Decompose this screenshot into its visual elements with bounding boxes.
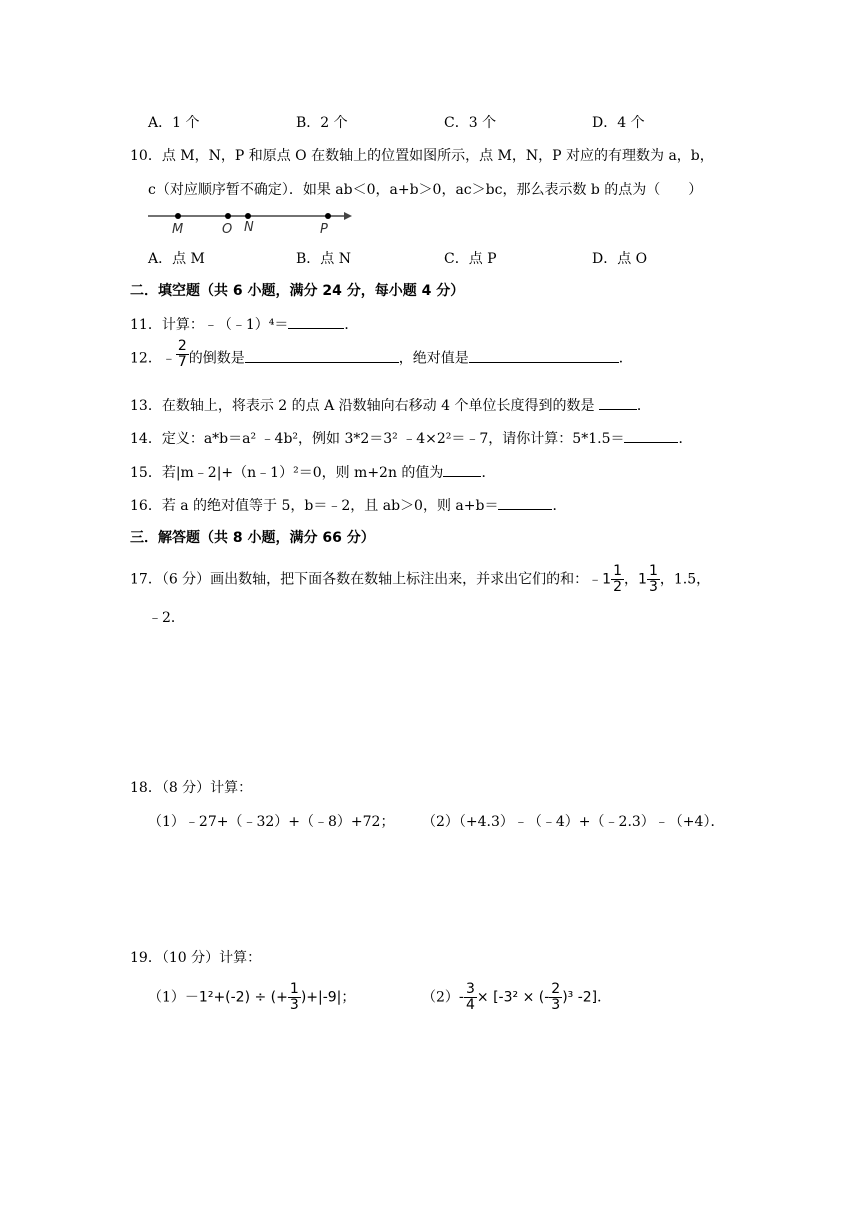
point-n <box>245 213 251 219</box>
q12-reciprocal-blank[interactable] <box>245 348 399 363</box>
arrow-head-icon <box>344 212 352 220</box>
q19-p1-den: 3 <box>289 997 299 1013</box>
q17-n2-num: 1 <box>648 563 658 579</box>
point-o <box>225 213 231 219</box>
q19-p1-label: （1） <box>148 989 185 1006</box>
q19-title: 19．（10 分）计算： <box>130 950 262 966</box>
q11-answer-blank[interactable] <box>288 314 344 329</box>
section3-title: 三．解答题（共 8 小题，满分 66 分） <box>130 530 375 546</box>
q10-option-c: C．点 P <box>444 251 497 267</box>
q11-end: ． <box>344 317 359 333</box>
q9-option-d: D．4 个 <box>592 115 645 131</box>
q15 <box>130 462 495 483</box>
section2-title: 二．填空题（共 6 小题，满分 24 分，每小题 4 分） <box>130 283 465 299</box>
q19-p1-expr-b: )+|-9|； <box>300 989 356 1006</box>
q10-option-a: A．点 M <box>148 251 205 267</box>
number-line-figure <box>148 204 353 236</box>
q12-fraction <box>176 339 189 370</box>
q13-answer-blank[interactable] <box>599 395 637 410</box>
point-p <box>325 213 331 219</box>
q17-n2-frac <box>647 564 660 595</box>
q17-number-2 <box>638 564 660 595</box>
q19-p2-num: 3 <box>465 981 475 997</box>
q19-p1-expr-a: －1²+(-2) ÷ (+ <box>184 989 288 1006</box>
q17-number-3: 1.5， <box>673 571 711 588</box>
q12-mid: 的倒数是 <box>188 350 245 367</box>
q15-text: 15．若|m﹣2|+（n﹣1）²＝0，则 m+2n 的值为 <box>130 465 444 481</box>
q10-options <box>148 248 748 268</box>
q12-frac-num: 2 <box>177 338 187 354</box>
q17-n1-den: 2 <box>613 579 623 595</box>
q19-p1-frac <box>288 982 301 1013</box>
label-p: P <box>320 222 328 236</box>
q19-p1-num: 1 <box>289 981 299 997</box>
q18-title: 18．（8 分）计算： <box>130 780 253 796</box>
q13-end: ． <box>636 398 651 414</box>
q19-part1 <box>148 982 355 1014</box>
q11 <box>130 314 358 335</box>
q14 <box>130 428 692 449</box>
q19-p2-sign: - <box>458 989 464 1006</box>
q14-answer-blank[interactable] <box>624 428 678 443</box>
q9-options <box>148 112 748 132</box>
q12-mid2: ，绝对值是 <box>398 350 469 367</box>
q17-n2-den: 3 <box>648 579 658 595</box>
q17-n1-frac <box>611 564 624 595</box>
q18-part1: （1）﹣27+（﹣32）+（﹣8）+72； <box>148 814 395 830</box>
q15-end: ． <box>481 465 496 481</box>
q12 <box>130 338 633 373</box>
q17-line2: ﹣2． <box>148 610 185 626</box>
q19-p2-num2: 2 <box>551 981 561 997</box>
q12-absolute-blank[interactable] <box>469 348 619 363</box>
q16-end: ． <box>552 498 567 514</box>
q19-p2-expr-a: × [-3² × (- <box>476 989 550 1006</box>
q9-option-c: C．3 个 <box>444 115 497 131</box>
q17-number-1 <box>588 564 624 595</box>
q13 <box>130 395 651 416</box>
q9-option-b: B．2 个 <box>296 115 348 131</box>
label-n: N <box>244 220 254 235</box>
q19-p2-frac2 <box>549 982 562 1013</box>
q10-option-d: D．点 O <box>592 251 648 267</box>
q12-prefix: 12．﹣ <box>130 350 176 367</box>
q19-p2-den2: 3 <box>551 997 561 1013</box>
q19-p2-expr-b: )³ -2]． <box>562 989 612 1006</box>
q17-n1-whole: ﹣1 <box>588 571 612 588</box>
q16-text: 16．若 a 的绝对值等于 5，b＝﹣2，且 ab＞0，则 a+b＝ <box>130 498 499 514</box>
q9-option-a: A．1 个 <box>148 115 200 131</box>
q17: 17．（6 分）画出数轴，把下面各数在数轴上标注出来，并求出它们的和：﹣1 $\frac{1}{2}$ ，1 $\frac{1}{3}$ ，1.5， <box>130 563 711 595</box>
label-m: M <box>172 222 184 236</box>
q17-n1-num: 1 <box>613 563 623 579</box>
q17-n2-whole: 1 <box>638 571 647 588</box>
q19-part2 <box>422 982 611 1014</box>
q12-frac-den: 7 <box>177 354 187 370</box>
q17-text: 17．（6 分）画出数轴，把下面各数在数轴上标注出来，并求出它们的和： <box>130 571 589 588</box>
q10-option-b: B．点 N <box>296 251 351 267</box>
point-m <box>175 213 181 219</box>
q14-text: 14．定义：a*b＝a² ﹣4b²，例如 3*2＝3² ﹣4×2²＝﹣7，请你计算：5*1.5＝ <box>130 431 625 447</box>
q16 <box>130 495 566 516</box>
q14-end: ． <box>678 431 693 447</box>
q12-end: ． <box>618 350 633 367</box>
q19-p2-den: 4 <box>465 997 475 1013</box>
q19-p2-frac <box>464 982 477 1013</box>
q16-answer-blank[interactable] <box>498 495 552 510</box>
label-o: O <box>222 222 233 236</box>
q10-line1: 10．点 M，N，P 和原点 O 在数轴上的位置如图所示，点 M，N，P 对应的有理数为 a，b， <box>130 148 714 164</box>
q19-p2-label: （2） <box>422 989 459 1006</box>
q15-answer-blank[interactable] <box>443 462 481 477</box>
q11-text: 11．计算：﹣（﹣1）⁴＝ <box>130 317 289 333</box>
q10-line2: c（对应顺序暂不确定）．如果 ab＜0，a+b＞0，ac＞bc，那么表示数 b 的点为（ ） <box>148 182 703 198</box>
q13-text: 13．在数轴上，将表示 2 的点 A 沿数轴向右移动 4 个单位长度得到的数是 <box>130 398 595 414</box>
q18-part2: （2）（+4.3）﹣（﹣4）+（﹣2.3）﹣（+4）． <box>422 814 725 830</box>
